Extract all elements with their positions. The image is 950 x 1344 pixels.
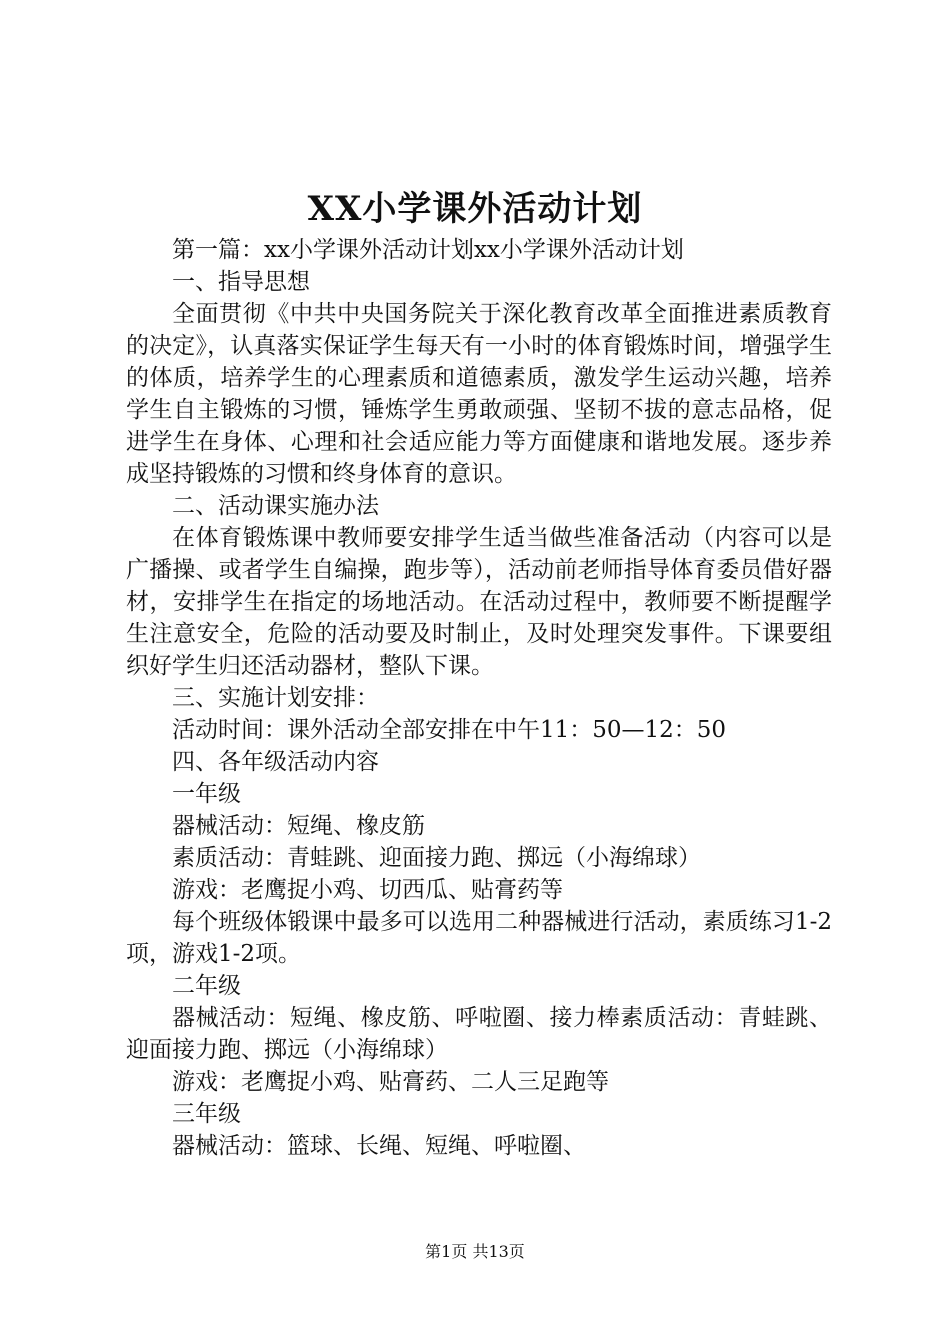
- paragraph: 活动时间：课外活动全部安排在中午11：50—12：50: [172, 717, 727, 743]
- grade-heading: 三年级: [172, 1101, 241, 1127]
- page-footer: 第1页 共13页: [425, 1242, 525, 1261]
- section-heading: 三、实施计划安排：: [172, 685, 379, 711]
- paragraph: 器械活动：短绳、橡皮筋: [172, 813, 425, 839]
- paragraph: 在体育锻炼课中教师要安排学生适当做些准备活动（内容可以是广播操、或者学生自编操，跑步等），活动前老师指导体育委员借好器材，安排学生在指定的场地活动。在活动过程中，教师要不断提醒学生注意安全，危险的活动要及时制止，及时处理突发事件。下课要组织好学生归还活动器材，整队下课。: [126, 525, 832, 679]
- paragraph: 器械活动：篮球、长绳、短绳、呼啦圈、: [172, 1133, 586, 1159]
- section-heading: 四、各年级活动内容: [172, 749, 379, 775]
- document-body: [126, 234, 832, 1162]
- paragraph: 第一篇：xx小学课外活动计划xx小学课外活动计划: [172, 237, 684, 263]
- paragraph: 素质活动：青蛙跳、迎面接力跑、掷远（小海绵球）: [172, 845, 701, 871]
- paragraph: 游戏：老鹰捉小鸡、贴膏药、二人三足跑等: [172, 1069, 609, 1095]
- section-heading: 二、活动课实施办法: [172, 493, 379, 519]
- paragraph: 游戏：老鹰捉小鸡、切西瓜、贴膏药等: [172, 877, 563, 903]
- grade-heading: 一年级: [172, 781, 241, 807]
- section-heading: 一、指导思想: [172, 269, 310, 295]
- paragraph: 每个班级体锻课中最多可以选用二种器械进行活动，素质练习1-2项，游戏1-2项。: [126, 909, 832, 967]
- grade-heading: 二年级: [172, 973, 241, 999]
- document-title: XX小学课外活动计划: [307, 189, 643, 229]
- paragraph: 全面贯彻《中共中央国务院关于深化教育改革全面推进素质教育的决定》，认真落实保证学生每天有一小时的体育锻炼时间，增强学生的体质，培养学生的心理素质和道德素质，激发学生运动兴趣，培养学生自主锻炼的习惯，锤炼学生勇敢顽强、坚韧不拔的意志品格，促进学生在身体、心理和社会适应能力等方面健康和谐地发展。逐步养成坚持锻炼的习惯和终身体育的意识。: [126, 301, 832, 487]
- paragraph: 器械活动：短绳、橡皮筋、呼啦圈、接力棒素质活动：青蛙跳、迎面接力跑、掷远（小海绵球）: [126, 1005, 832, 1063]
